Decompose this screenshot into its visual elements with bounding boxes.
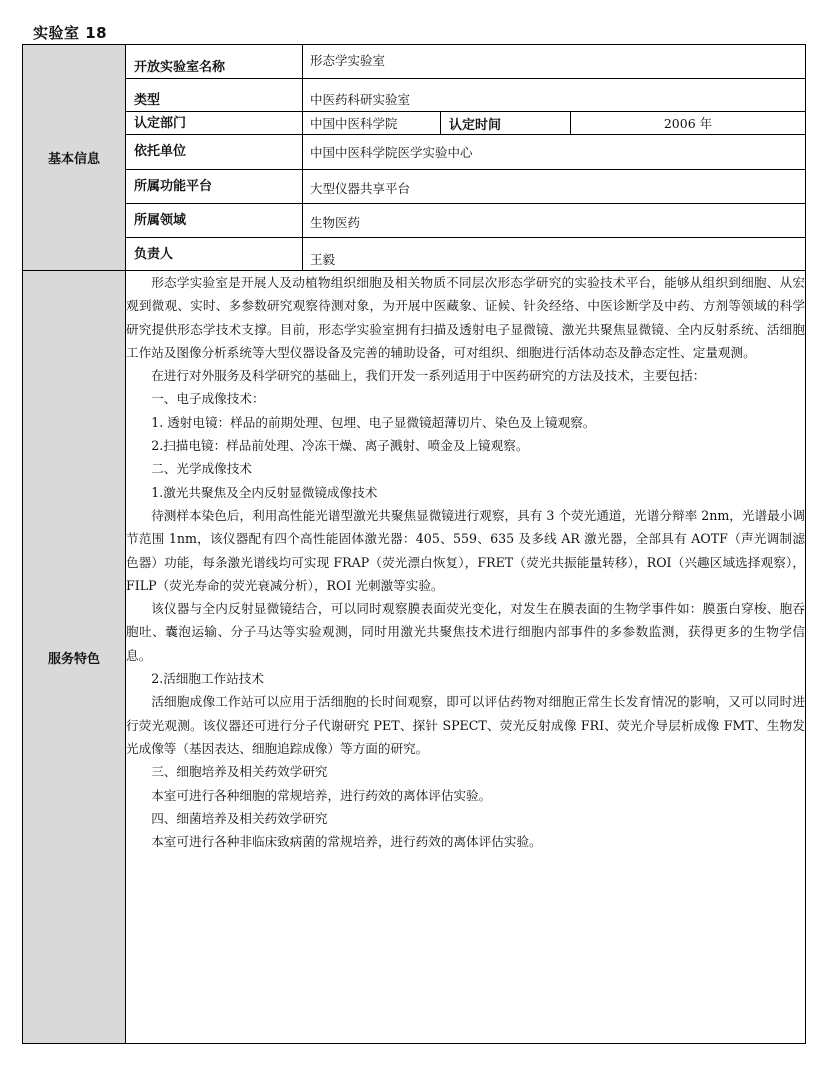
- field-value-date: 2006 年: [571, 112, 806, 135]
- field-label-platform: 所属功能平台: [126, 170, 303, 204]
- list-item: 2.活细胞工作站技术: [151, 671, 264, 687]
- paragraph: 该仪器与全内反射显微镜结合，可以同时观察膜表面荧光变化，对发生在膜表面的生物学事件如：膜蛋白穿梭、胞吞胞吐、囊泡运输、分子马达等实验观测，同时用激光共聚焦技术进行细胞内部事件的多参数监测，获得更多的生物学信息。: [126, 601, 805, 663]
- field-label-date: 认定时间: [441, 112, 571, 135]
- field-label-dept: 认定部门: [126, 112, 303, 135]
- table-row: [23, 79, 806, 112]
- service-description: [126, 271, 806, 1044]
- field-value-lab-name: 形态学实验室: [303, 45, 806, 79]
- paragraph: 形态学实验室是开展人及动植物组织细胞及相关物质不同层次形态学研究的实验技术平台，能够从组织到细胞、从宏观到微观、实时、多参数研究观察待测对象，为开展中医藏象、证候、针灸经络、中医诊断学及中药、方剂等领域的科学研究提供形态学技术支撑。目前，形态学实验室拥有扫描及透射电子显微镜、激光共聚焦显微镜、全内反射系统、活细胞工作站及图像分析系统等大型仪器设备及完善的辅助设备，可对组织、细胞进行活体动态及静态定性、定量观测。: [126, 275, 805, 360]
- list-item: 1.激光共聚焦及全内反射显微镜成像技术: [151, 484, 378, 500]
- field-label-lab-name: 开放实验室名称: [126, 45, 303, 79]
- field-value-dept: 中国中医科学院: [303, 112, 441, 135]
- heading-item: 三、细胞培养及相关药效学研究: [151, 764, 328, 780]
- field-label-host: 依托单位: [126, 135, 303, 170]
- heading-item: 四、细菌培养及相关药效学研究: [151, 810, 328, 826]
- table-row: [23, 271, 806, 1044]
- field-label-type: 类型: [126, 79, 303, 112]
- basic-info-section-label: 基本信息: [23, 45, 126, 271]
- lab-info-table: [22, 44, 806, 1044]
- service-section-label: 服务特色: [23, 271, 126, 1044]
- table-row: [23, 45, 806, 79]
- lab-title: 实验室 18: [33, 24, 108, 42]
- field-value-head: 王毅: [303, 238, 806, 271]
- table-row: [23, 204, 806, 238]
- table-row: [23, 112, 806, 135]
- paragraph: 本室可进行各种细胞的常规培养，进行药效的离体评估实验。: [151, 787, 492, 803]
- list-item: 2.扫描电镜：样品前处理、冷冻干燥、离子溅射、喷金及上镜观察。: [151, 438, 529, 454]
- table-row: [23, 135, 806, 170]
- field-label-field: 所属领域: [126, 204, 303, 238]
- table-row: [23, 170, 806, 204]
- paragraph: 在进行对外服务及科学研究的基础上，我们开发一系列适用于中医药研究的方法及技术，主要包括：: [151, 368, 706, 384]
- paragraph: 本室可进行各种非临床致病菌的常规培养，进行药效的离体评估实验。: [151, 834, 542, 850]
- field-value-field: 生物医药: [303, 204, 806, 238]
- heading-item: 一、电子成像技术：: [151, 391, 265, 407]
- list-item: 1. 透射电镜：样品的前期处理、包埋、电子显微镜超薄切片、染色及上镜观察。: [151, 414, 596, 430]
- paragraph: 待测样本染色后，利用高性能光谱型激光共聚焦显微镜进行观察，具有 3 个荧光通道，光谱分辩率 2nm，光谱最小调节范围 1nm，该仪器配有四个高性能固体激光器：405、559、635 及多线 AR 激光器，全部具有 AOTF（声光调制滤色器）功能，每条激光谱线均可实现 FRAP（荧光漂白恢复），FRET（荧光共振能量转移），ROI（兴趣区域选择观察），FILP（荧光寿命的荧光衰减分析），ROI 光刺激等实验。: [126, 507, 805, 593]
- field-value-host: 中国中医科学院医学实验中心: [303, 135, 806, 170]
- field-value-platform: 大型仪器共享平台: [303, 170, 806, 204]
- heading-item: 二、光学成像技术: [151, 461, 252, 477]
- paragraph: 活细胞成像工作站可以应用于活细胞的长时间观察，即可以评估药物对细胞正常生长发育情况的影响，又可以同时进行荧光观测。该仪器还可进行分子代谢研究 PET、探针 SPECT、荧光反射成像 FRI、荧光介导层析成像 FMT、生物发光成像等（基因表达、细胞追踪成像）等方面的研究。: [126, 694, 805, 756]
- field-value-type: 中医药科研实验室: [303, 79, 806, 112]
- table-row: [23, 238, 806, 271]
- field-label-head: 负责人: [126, 238, 303, 271]
